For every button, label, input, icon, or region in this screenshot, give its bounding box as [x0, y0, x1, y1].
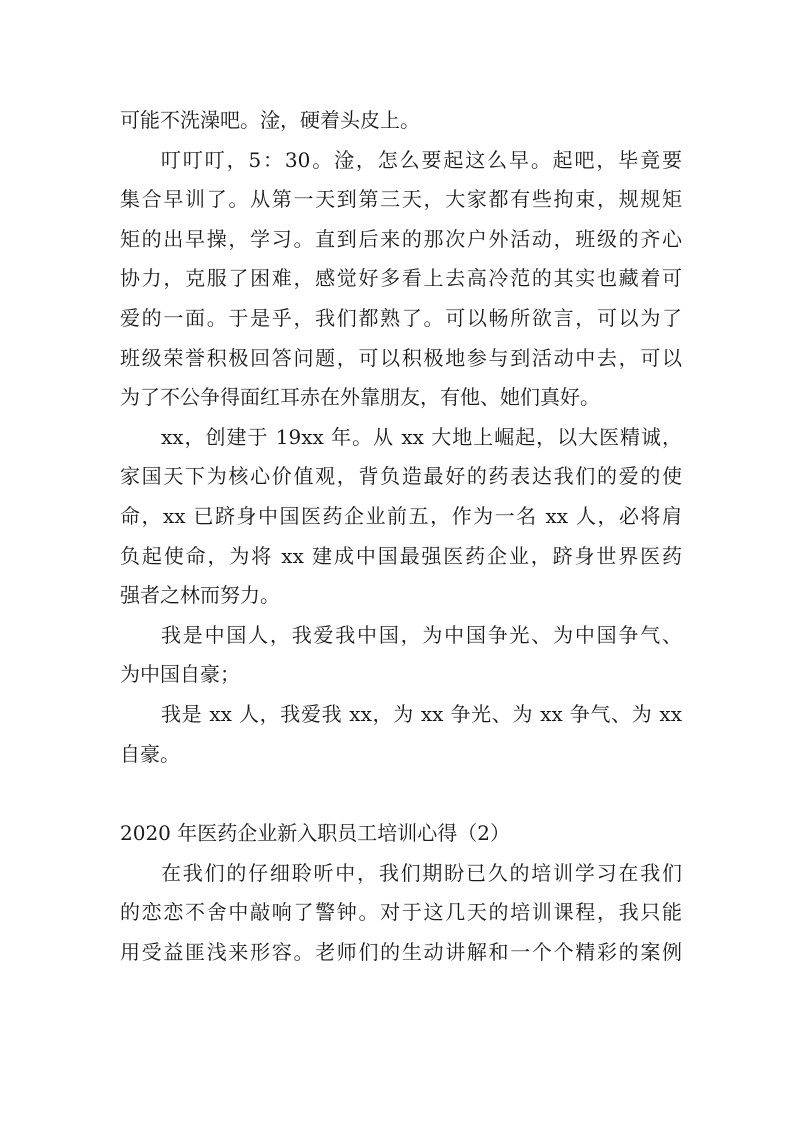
paragraph-company-pride	[120, 695, 682, 774]
text-line: 强者之林而努力。	[120, 583, 280, 608]
text-line: 为中国自豪；	[120, 662, 240, 687]
text-line: 家国天下为核心价值观，背负造最好的药表达我们的爱的使	[120, 464, 682, 489]
text-line: 我是中国人，我爱我中国，为中国争光、为中国争气、	[161, 622, 682, 647]
text-line: 自豪。	[120, 741, 180, 766]
text-line: 矩的出早操，学习。直到后来的那次户外活动，班级的齐心	[120, 226, 682, 251]
text-line: 爱的一面。于是乎，我们都熟了。可以畅所欲言，可以为了	[120, 305, 682, 330]
text-line: 协力，克服了困难，感觉好多看上去高冷范的其实也藏着可	[120, 266, 682, 291]
text-line: 集合早训了。从第一天到第三天，大家都有些拘束，规规矩	[120, 187, 682, 212]
paragraph-training-feedback	[120, 854, 682, 973]
text-line: 在我们的仔细聆听中，我们期盼已久的培训学习在我们	[161, 860, 682, 885]
paragraph-morning-training	[120, 141, 682, 418]
text-line: 可能不洗澡吧。淦，硬着头皮上。	[120, 108, 420, 132]
text-line: xx，创建于 19xx 年。从 xx 大地上崛起，以大医精诚，	[161, 424, 682, 449]
section-spacer	[120, 774, 682, 814]
text-line: 为了不公争得面红耳赤在外靠朋友，有他、她们真好。	[120, 385, 600, 410]
document-body	[120, 101, 682, 972]
text-line: 用受益匪浅来形容。老师们的生动讲解和一个个精彩的案例	[120, 939, 682, 964]
paragraph-company-intro	[120, 418, 682, 616]
paragraph-china-pride	[120, 616, 682, 695]
text-line: 命，xx 已跻身中国医药企业前五，作为一名 xx 人，必将肩	[120, 503, 682, 528]
text-line: 的恋恋不舍中敲响了警钟。对于这几天的培训课程，我只能	[120, 900, 682, 925]
text-line: 班级荣誉积极回答问题，可以积极地参与到活动中去，可以	[120, 345, 682, 370]
text-line: 我是 xx 人，我爱我 xx，为 xx 争光、为 xx 争气、为 xx	[161, 701, 682, 726]
section-heading: 2020 年医药企业新入职员工培训心得（2）	[120, 821, 510, 846]
text-line: 负起使命，为将 xx 建成中国最强医药企业，跻身世界医药	[120, 543, 682, 568]
text-line: 叮叮叮，5：30。淦，怎么要起这么早。起吧，毕竟要	[161, 147, 682, 172]
paragraph-continuation	[120, 101, 682, 141]
